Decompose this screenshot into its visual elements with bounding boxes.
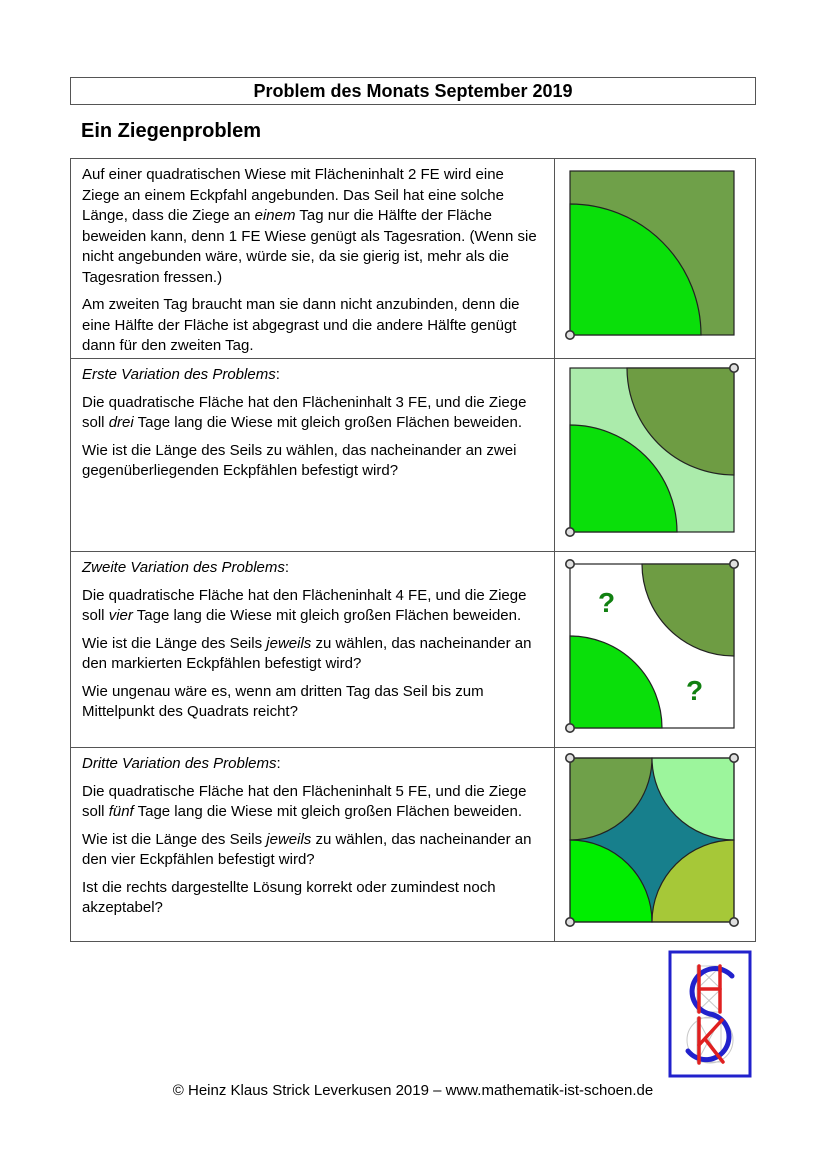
text-run: Die quadratische Fläche hat den Flächeninhalt 4 FE, und die Ziege soll xyxy=(82,586,527,624)
figure-3fe-svg xyxy=(570,368,734,532)
corner-post-marker xyxy=(730,560,738,568)
text-run: Tage lang die Wiese mit gleich großen Flächen beweiden. xyxy=(133,803,522,820)
figure-5fe-svg xyxy=(570,758,734,922)
corner-post-marker xyxy=(566,528,574,536)
paragraph xyxy=(82,878,544,919)
hks-logo-svg xyxy=(668,950,752,1078)
figure-5fe xyxy=(570,758,734,922)
hks-logo xyxy=(668,950,752,1083)
figure-3fe xyxy=(570,368,734,532)
emphasis-run: jeweils xyxy=(266,830,312,848)
paragraph xyxy=(82,295,544,357)
text-run: : xyxy=(275,366,280,383)
table-row-variation-2 xyxy=(71,551,755,747)
text-run: zu wählen, das nacheinander an den markierten Eckpfählen befestigt wird? xyxy=(82,634,532,672)
emphasis-run: Dritte Variation des Problems xyxy=(82,755,277,772)
question-mark: ? xyxy=(598,587,616,618)
variation-2-figure-cell xyxy=(555,552,755,747)
emphasis-run: drei xyxy=(108,414,134,431)
page-heading: Ein Ziegenproblem xyxy=(81,120,262,142)
paragraph xyxy=(82,393,544,434)
paragraph xyxy=(82,782,544,823)
question-mark: ? xyxy=(686,675,704,706)
emphasis-run: einem xyxy=(254,207,296,224)
table-row-variation-3 xyxy=(71,747,755,941)
text-run: : xyxy=(276,755,281,772)
text-run: Tage lang die Wiese mit gleich großen Flächen beweiden. xyxy=(133,414,522,431)
text-run: Tage lang die Wiese mit gleich großen Flächen beweiden. xyxy=(132,607,522,624)
variation-3-figure-cell xyxy=(555,748,755,941)
variation-3-text-cell xyxy=(71,748,555,941)
figure-4fe-svg xyxy=(570,564,734,728)
corner-post-marker xyxy=(566,918,574,926)
variation-title xyxy=(82,558,544,579)
variation-1-text-cell xyxy=(71,359,555,551)
emphasis-run: vier xyxy=(108,607,133,624)
text-run: Die quadratische Fläche hat den Flächeninhalt 3 FE, und die Ziege soll xyxy=(82,393,527,431)
corner-post-marker xyxy=(730,918,738,926)
table-row-variation-1 xyxy=(71,358,755,551)
text-run: Wie ist die Länge des Seils xyxy=(82,634,267,652)
text-run: Wie ist die Länge des Seils zu wählen, das nacheinander an zwei gegenüberliegenden Eckpfählen befestigt wird? xyxy=(82,441,517,479)
text-run: Tag nur die Hälfte der Fläche beweiden kann, denn 1 FE Wiese genügt als Tagesration. (Wenn sie nicht angebunden wäre, würde sie, da sie gierig ist, mehr als die Tagesration fressen.) xyxy=(82,207,537,286)
text-run: : xyxy=(284,559,290,576)
variation-1-figure-cell xyxy=(555,359,755,551)
paragraph xyxy=(82,634,544,675)
text-run: Am zweiten Tag braucht man sie dann nicht anzubinden, denn die eine Hälfte der Fläche ist abgegrast und die andere Hälfte genügt dann für den zweiten Tag. xyxy=(82,296,520,354)
text-run: zu wählen, das nacheinander an den vier Eckpfählen befestigt wird? xyxy=(82,830,532,868)
text-run: Die quadratische Fläche hat den Flächeninhalt 5 FE, und die Ziege soll xyxy=(82,782,527,820)
text-run: Auf einer quadratischen Wiese mit Flächeninhalt 2 FE wird eine Ziege an einem Eckpfahl angebunden. Das Seil hat eine solche Länge, dass die Ziege an xyxy=(82,166,504,224)
emphasis-run: Zweite Variation des Problems xyxy=(82,559,285,576)
corner-post-marker xyxy=(730,754,738,762)
figure-2fe-svg xyxy=(570,171,734,335)
text-run: Ist die rechts dargestellte Lösung korrekt oder zumindest noch akzeptabel? xyxy=(82,878,496,916)
variation-title xyxy=(82,754,544,775)
paragraph xyxy=(82,830,544,871)
title-box xyxy=(70,77,756,105)
paragraph xyxy=(82,586,544,627)
emphasis-run: fünf xyxy=(108,803,134,820)
text-run: Wie ist die Länge des Seils xyxy=(82,830,267,848)
corner-post-marker xyxy=(566,331,574,339)
corner-post-marker xyxy=(566,754,574,762)
paragraph xyxy=(82,165,544,288)
base-problem-text-cell xyxy=(71,159,555,358)
table-row-base-problem xyxy=(71,159,755,358)
paragraph xyxy=(82,441,544,482)
document-title: Problem des Monats September 2019 xyxy=(253,80,573,101)
corner-post-marker xyxy=(566,724,574,732)
figure-4fe xyxy=(570,564,734,728)
paragraph xyxy=(82,682,544,723)
corner-post-marker xyxy=(730,364,738,372)
corner-post-marker xyxy=(566,560,574,568)
emphasis-run: jeweils xyxy=(266,634,312,652)
problem-table xyxy=(70,158,756,942)
text-run: Wie ungenau wäre es, wenn am dritten Tag das Seil bis zum Mittelpunkt des Quadrats reicht? xyxy=(82,682,484,720)
figure-2fe xyxy=(570,171,734,335)
variation-title xyxy=(82,365,544,386)
emphasis-run: Erste Variation des Problems xyxy=(82,366,276,383)
variation-2-text-cell xyxy=(71,552,555,747)
base-problem-figure-cell xyxy=(555,159,755,358)
copyright-footer: © Heinz Klaus Strick Leverkusen 2019 – www.mathematik-ist-schoen.de xyxy=(172,1082,654,1099)
